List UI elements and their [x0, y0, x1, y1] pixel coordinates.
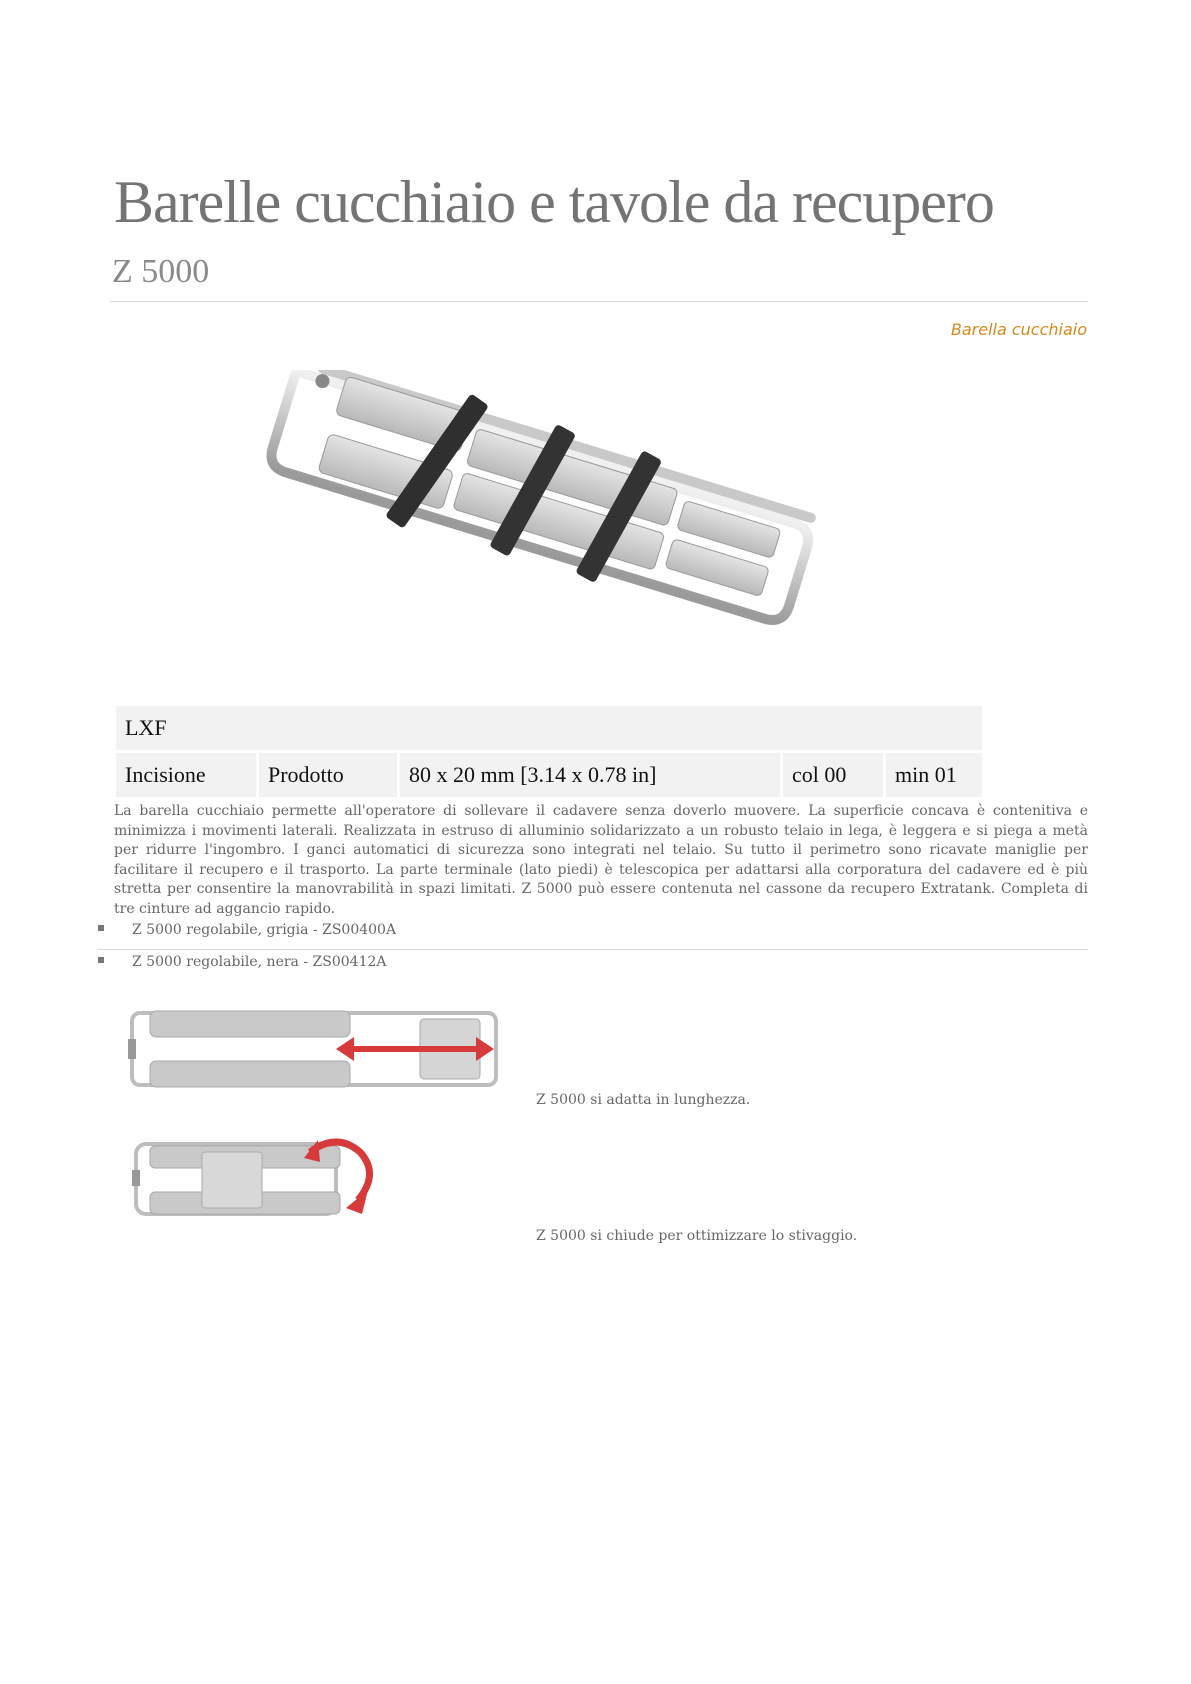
- specs-cell-type: Prodotto: [256, 753, 397, 797]
- specs-header: LXF: [116, 706, 982, 750]
- variant-list-item: [98, 922, 396, 938]
- variant-list-item: [98, 954, 387, 970]
- specs-table: [116, 706, 982, 797]
- variant-label: Z 5000 regolabile, grigia - ZS00400A: [132, 922, 397, 938]
- category-label: Barella cucchiaio: [950, 320, 1087, 339]
- scoop-stretcher-image: [235, 370, 855, 660]
- specs-cell-method: Incisione: [116, 753, 256, 797]
- feature-caption: Z 5000 si adatta in lunghezza.: [536, 1092, 751, 1108]
- specs-cell-color: col 00: [780, 753, 883, 797]
- fold-figure: [132, 1130, 382, 1226]
- variant-label: Z 5000 regolabile, nera - ZS00412A: [132, 954, 387, 970]
- bullet-icon: [98, 957, 104, 963]
- feature-caption: Z 5000 si chiude per ottimizzare lo stivaggio.: [536, 1228, 858, 1244]
- specs-cell-dimensions: 80 x 20 mm [3.14 x 0.78 in]: [397, 753, 780, 797]
- model-name: Z 5000: [112, 253, 210, 290]
- header-divider: [110, 301, 1088, 302]
- specs-cell-minimum: min 01: [883, 753, 982, 797]
- variant-divider: [98, 949, 1088, 950]
- length-adjust-figure: [128, 1005, 500, 1093]
- bullet-icon: [98, 925, 104, 931]
- page-title: Barelle cucchiaio e tavole da recupero: [114, 169, 994, 235]
- product-description: La barella cucchiaio permette all'operatore di sollevare il cadavere senza doverlo muovere. La superficie concava è contenitiva e minimizza i movimenti laterali. Realizzata in estruso di alluminio solidarizzato a un robusto telaio in lega, è leggera e si piega a metà per ridurre l'ingombro. I ganci automatici di sicurezza sono integrati nel telaio. Su tutto il perimetro sono ricavate maniglie per facilitare il recupero e il trasporto. La parte terminale (lato piedi) è telescopica per adattarsi alla corporatura del cadavere ed è più stretta per consentire la manovrabilità in spazi limitati. Z 5000 può essere contenuta nel cassone da recupero Extratank. Completa di tre cinture ad aggancio rapido.: [114, 803, 1088, 917]
